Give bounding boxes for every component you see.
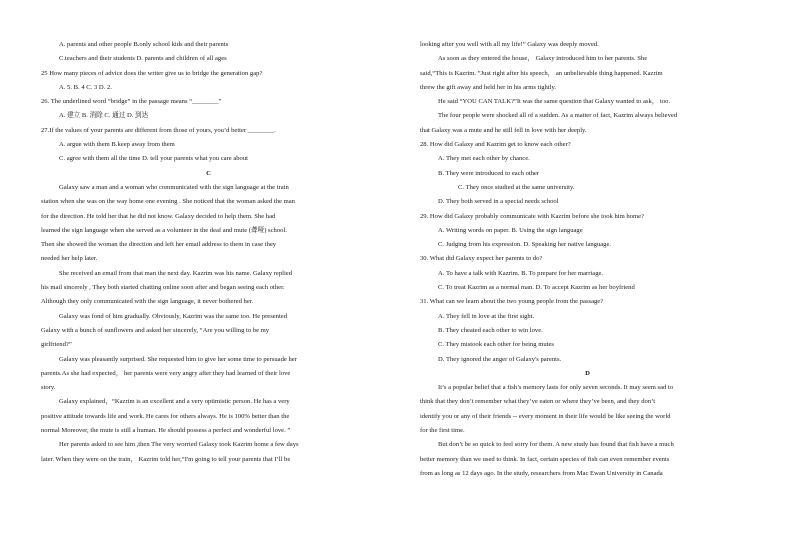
q24-options-ab: A. parents and other people B.only school kids and their parents xyxy=(59,41,229,48)
question-25: 25 How many pieces of advice does the writer give us to bridge the generation gap? xyxy=(41,69,263,77)
passage-c-line: Galaxy explained，“Kazrim is an excellent and a very optimistic person. He has a very xyxy=(59,398,290,406)
passage-c-line: story. xyxy=(41,384,56,392)
passage-c-line: his mail sincerely , They both started chatting online soon after and began seeing each other. xyxy=(41,284,285,292)
passage-c-line: He said “YOU CAN TALK?”It was the same question that Galaxy wanted to ask， too. xyxy=(438,98,671,106)
passage-c-line: positive attitude towards life and work. He cares for others always. He is 100% better than the xyxy=(41,412,290,420)
passage-c-line: Then she showed the woman the direction and left her email address to them in case they xyxy=(41,241,277,249)
passage-c-line: She received an email from that man the next day. Kazrim was his name. Galaxy replied xyxy=(59,269,293,277)
question-27: 27.If the values of your parents are different from those of yours, you’d better ________. xyxy=(41,126,276,134)
passage-c-line: threw the gift away and held her in his arms tightly. xyxy=(420,83,556,91)
q28-option-a: A. They met each other by chance. xyxy=(438,155,530,163)
q28-option-c: C. They once studied at the same university. xyxy=(458,183,575,191)
passage-c-line: Although they only communicated with the sign language, it never bothered her. xyxy=(41,298,254,306)
q26-options: A. 建立 B. 消除 C. 通过 D. 到达 xyxy=(59,112,149,120)
q29-options-ab: A. Writing words on paper. B. Using the sign language xyxy=(438,226,583,234)
passage-c-line: for the direction. He told her that he did not know. Galaxy decided to help them. She had xyxy=(41,212,276,220)
passage-d-line: identify you or any of their friends -- every moment in their life would be like seeing the world xyxy=(420,412,671,420)
question-30: 30. What did Galaxy expect her parents to do? xyxy=(420,255,543,263)
passage-c-line: Galaxy was pleasantly surprised. She requested him to give her some time to persuade her xyxy=(59,355,297,363)
q30-options-cd: C. To treat Kazrim as a normal man. D. To accept Kazrim as her boyfriend xyxy=(438,284,635,292)
passage-c-line: looking after you well with all my life!” Galaxy was deeply moved. xyxy=(420,41,599,48)
passage-d-line: It’s a popular belief that a fish’s memory lasts for only seven seconds. It may seem sad to xyxy=(438,384,674,392)
passage-d-line: from as long as 12 days ago. In the study, researchers from Mac Ewan University in Canada xyxy=(420,469,663,477)
passage-c-line: Galaxy with a bunch of sunflowers and asked her sincerely, “Are you willing to be my xyxy=(41,326,270,334)
question-28: 28. How did Galaxy and Kazrim get to know each other? xyxy=(420,141,571,149)
q27-options-ab: A. argue with them B.keep away from them xyxy=(59,141,175,149)
section-d-heading: D xyxy=(585,369,590,377)
q28-option-d: D. They both served in a special needs school xyxy=(438,198,559,206)
passage-c-line: Galaxy saw a man and a woman who communicated with the sign language at the train xyxy=(59,183,289,191)
q25-options: A. 5. B. 4 C. 3 D. 2. xyxy=(59,83,112,91)
passage-d-line: think that they don’t remember what they’ve eaten or where they’ve been, and they don’t xyxy=(420,398,656,406)
passage-c-line: station when she was on the way home one evening . She noticed that the woman asked the man xyxy=(41,198,295,206)
passage-c-line: Her parents asked to see him ,then The very worried Galaxy took Kazrim home a few days xyxy=(59,441,299,449)
q31-option-b: B. They cheated each other to win love. xyxy=(438,326,543,334)
passage-c-line: later. When they were on the train， Kazrim told her,“I'm going to tell your parents that I’ll be xyxy=(41,455,291,463)
q24-options-cd: C.teachers and their students D. parents and children of all ages xyxy=(59,55,227,63)
passage-d-line: But don’t be so quick to feel sorry for them. A new study has found that fish have a much xyxy=(438,441,674,449)
passage-c-line: girlfriend?” xyxy=(41,341,72,349)
passage-c-line: Galaxy was fond of him gradually. Obviously, Kazrim was the same too. He presented xyxy=(59,312,288,320)
passage-c-line: said,“This is Kazrim. ”Just right after his speech， an unbelievable thing happened. Kazrim xyxy=(420,69,663,77)
q31-option-a: A. They fell in love at the first sight. xyxy=(438,312,535,320)
passage-c-line: The four people were shocked all of a sudden. As a matter of fact, Kazrim always believed xyxy=(438,112,678,120)
question-26: 26. The underlined word “bridge” in the passage means “________” xyxy=(41,98,222,106)
q28-option-b: B. They were introduced to each other xyxy=(438,169,540,177)
question-29: 29. How did Galaxy probably communicate with Kazrim before she took him home? xyxy=(420,212,644,220)
q30-options-ab: A. To have a talk with Kazrim. B. To prepare for her marriage. xyxy=(438,269,604,277)
q29-options-cd: C. Judging from his expression. D. Speaking her native language. xyxy=(438,241,612,249)
passage-c-line: As soon as they entered the house， Galaxy introduced him to her parents. She xyxy=(438,55,648,63)
q27-options-cd: C. agree with them all the time D. tell your parents what you care about xyxy=(59,155,248,163)
passage-c-line: parents.As she had expected， her parents were very angry after they had learned of their love xyxy=(41,369,291,377)
passage-c-line: normal Moreover, the mute is still a human. He should possess a perfect and wonderful love. ” xyxy=(41,427,291,435)
section-c-heading: C xyxy=(206,169,211,177)
passage-c-line: needed her help later. xyxy=(41,255,98,263)
passage-c-line: learned the sign language when she served as a volunteer in the deaf and mute (聋哑) school. xyxy=(41,226,287,234)
question-31: 31. What can we learn about the two young people from the passage? xyxy=(420,298,604,306)
passage-d-line: for the first time. xyxy=(420,427,465,435)
q31-option-d: D. They ignored the anger of Galaxy's parents. xyxy=(438,355,562,363)
passage-d-line: better memory than we used to think. In fact, certain species of fish can even remember events xyxy=(420,455,670,463)
left-column xyxy=(41,38,376,467)
right-column xyxy=(420,38,755,481)
passage-c-line: that Galaxy was a mute and he still fell in love with her deeply. xyxy=(420,126,587,134)
q31-option-c: C. They mistook each other for being mutes xyxy=(438,341,554,349)
